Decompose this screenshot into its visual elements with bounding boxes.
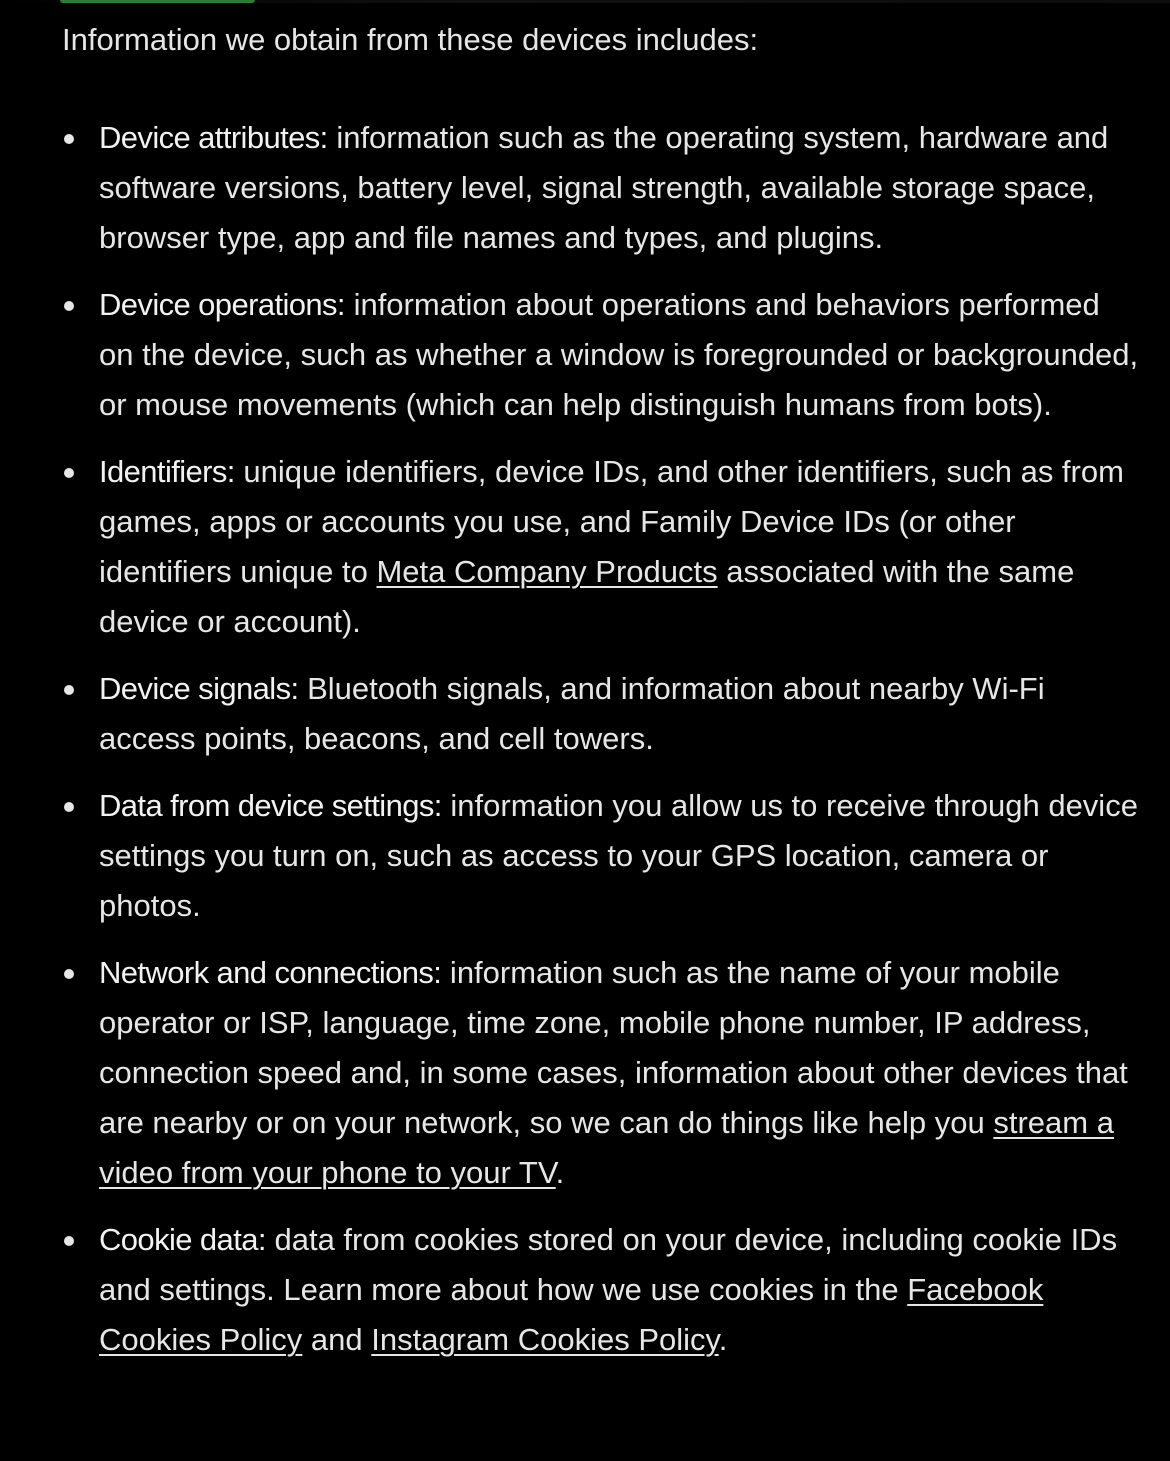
bullet-icon <box>64 969 74 979</box>
item-text: associated with the same device or account). <box>99 554 1075 639</box>
item-term: Device operations: <box>99 287 345 322</box>
item-term: Data from device settings: <box>99 788 442 823</box>
stream-video-link[interactable]: stream a video from your phone to your TV <box>99 1105 1114 1190</box>
bullet-icon <box>64 301 74 311</box>
item-term: Device attributes: <box>99 120 328 155</box>
list-item-device-attributes <box>62 113 1142 263</box>
bullet-icon <box>64 685 74 695</box>
policy-section <box>62 15 1142 1382</box>
bullet-icon <box>64 802 74 812</box>
meta-company-products-link[interactable]: Meta Company Products <box>376 554 718 589</box>
item-term: Device signals: <box>99 671 299 706</box>
list-item-network-connections <box>62 948 1142 1198</box>
item-term: Identifiers: <box>99 454 235 489</box>
instagram-cookies-policy-link[interactable]: Instagram Cookies Policy <box>371 1322 719 1357</box>
item-text: information such as the operating system, hardware and software versions, battery level, signal strength, available storage space, browser type, app and file names and types, and plugins. <box>99 120 1109 255</box>
item-term: Network and connections: <box>99 955 442 990</box>
device-info-list <box>62 113 1142 1365</box>
item-text: Bluetooth signals, and information about nearby Wi-Fi access points, beacons, and cell towers. <box>99 671 1045 756</box>
bullet-icon <box>64 134 74 144</box>
facebook-cookies-policy-link[interactable]: Facebook Cookies Policy <box>99 1272 1044 1357</box>
item-text: . <box>718 1322 728 1357</box>
bullet-icon <box>64 1236 74 1246</box>
item-text: information such as the name of your mobile operator or ISP, language, time zone, mobile phone number, IP address, connection speed and, in some cases, information about other devices that are nearby or on your network, so we can do things like help you <box>99 955 1128 1140</box>
list-item-device-operations <box>62 280 1142 430</box>
item-text: unique identifiers, device IDs, and other identifiers, such as from games, apps or accounts you use, and Family Device IDs (or other identifiers unique to <box>99 454 1124 589</box>
item-term: Cookie data: <box>99 1222 266 1257</box>
list-item-device-signals <box>62 664 1142 764</box>
list-item-device-settings <box>62 781 1142 931</box>
item-text: and <box>302 1322 372 1357</box>
active-tab-indicator <box>60 0 255 3</box>
item-text: information you allow us to receive through device settings you turn on, such as access to your GPS location, camera or photos. <box>99 788 1138 923</box>
item-text: information about operations and behaviors performed on the device, such as whether a window is foregrounded or backgrounded, or mouse movements (which can help distinguish humans from bots). <box>99 287 1139 422</box>
list-item-identifiers <box>62 447 1142 647</box>
item-text: . <box>555 1155 565 1190</box>
list-item-cookie-data <box>62 1215 1142 1365</box>
section-intro: Information we obtain from these devices includes: <box>62 22 759 57</box>
bullet-icon <box>64 468 74 478</box>
item-text: data from cookies stored on your device, including cookie IDs and settings. Learn more about how we use cookies in the <box>99 1222 1118 1307</box>
